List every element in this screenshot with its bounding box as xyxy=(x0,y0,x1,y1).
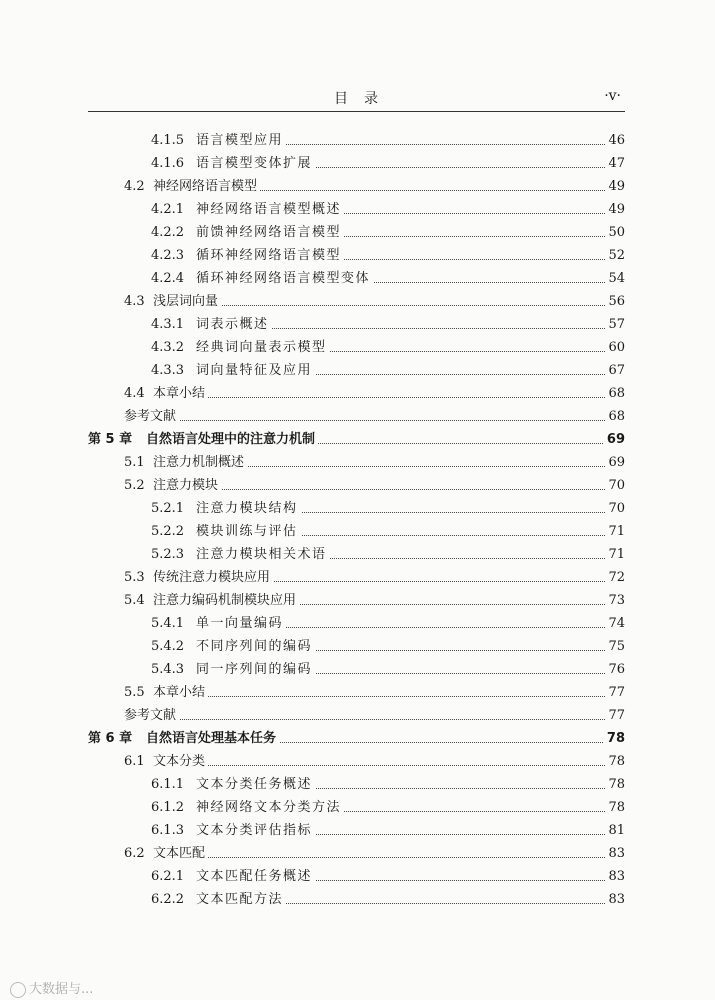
toc-entry-page: 47 xyxy=(605,152,625,175)
toc-entry-page: 49 xyxy=(605,198,625,221)
toc-entry-number: 5.3 xyxy=(124,570,145,585)
toc-entry-title: 注意力编码机制模块应用 xyxy=(153,589,299,612)
toc-entry-page: 78 xyxy=(605,796,625,819)
toc-entry-page: 69 xyxy=(605,451,625,474)
toc-entry-row[interactable] xyxy=(88,520,625,543)
toc-entry-row[interactable] xyxy=(88,543,625,566)
toc-entry-page: 60 xyxy=(605,336,625,359)
toc-entry-title: 浅层词向量 xyxy=(153,290,221,313)
toc-entry-page: 50 xyxy=(605,221,625,244)
toc-entry-title: 经典词向量表示模型 xyxy=(196,336,330,359)
toc-entry-title: 文本匹配方法 xyxy=(196,888,286,911)
toc-chapter-row[interactable] xyxy=(88,727,625,750)
toc-entry-page: 78 xyxy=(604,727,625,750)
toc-entry-row[interactable] xyxy=(88,773,625,796)
header-divider xyxy=(88,111,625,112)
toc-entry-title: 前馈神经网络语言模型 xyxy=(196,221,344,244)
toc-entry-title: 参考文献 xyxy=(124,704,179,727)
toc-entry-row[interactable] xyxy=(88,796,625,819)
toc-entry-row[interactable] xyxy=(88,474,625,497)
toc-entry-row[interactable] xyxy=(88,819,625,842)
toc-entry-number: 4.1.6 xyxy=(151,156,185,171)
toc-entry-page: 70 xyxy=(605,474,625,497)
toc-entry-page: 83 xyxy=(605,888,625,911)
toc-entry-number: 5.2.1 xyxy=(151,501,185,516)
toc-entry-number: 4.3.3 xyxy=(151,363,185,378)
toc-entry-page: 56 xyxy=(605,290,625,313)
toc-entry-page: 67 xyxy=(605,359,625,382)
toc-entry-page: 77 xyxy=(605,681,625,704)
toc-entry-page: 68 xyxy=(605,382,625,405)
toc-entry-page: 46 xyxy=(605,129,625,152)
toc-entry-title: 文本分类 xyxy=(153,750,208,773)
toc-entry-row[interactable] xyxy=(88,221,625,244)
toc-entry-row[interactable] xyxy=(88,175,625,198)
toc-entry-page: 52 xyxy=(605,244,625,267)
toc-entry-title: 文本匹配任务概述 xyxy=(196,865,315,888)
toc-entry-title: 循环神经网络语言模型变体 xyxy=(196,267,373,290)
toc-entry-number: 6.1.2 xyxy=(151,800,185,815)
toc-entry-row[interactable] xyxy=(88,566,625,589)
toc-entry-number: 4.4 xyxy=(124,386,145,401)
toc-entry-number: 4.2.4 xyxy=(151,271,185,286)
watermark-text: 大数据与... xyxy=(29,982,94,997)
toc-entry-row[interactable] xyxy=(88,152,625,175)
toc-entry-title: 注意力模块 xyxy=(153,474,221,497)
toc-entry-number: 4.2.2 xyxy=(151,225,185,240)
toc-entry-title: 注意力模块结构 xyxy=(196,497,301,520)
toc-entry-title: 词向量特征及应用 xyxy=(196,359,315,382)
toc-leader-dots xyxy=(153,750,607,773)
toc-entry-row[interactable] xyxy=(88,842,625,865)
toc-entry-page: 69 xyxy=(604,428,625,451)
toc-entry-title: 同一序列间的编码 xyxy=(196,658,315,681)
toc-entry-page: 81 xyxy=(605,819,625,842)
toc-entry-title: 语言模型变体扩展 xyxy=(196,152,315,175)
toc-leader-dots xyxy=(153,474,607,497)
toc-entry-title: 模块训练与评估 xyxy=(196,520,301,543)
toc-leader-dots xyxy=(124,704,607,727)
toc-entry-row[interactable] xyxy=(88,129,625,152)
toc-entry-number: 5.4.3 xyxy=(151,662,185,677)
toc-entry-number: 5.2.3 xyxy=(151,547,185,562)
toc-entry-page: 75 xyxy=(605,635,625,658)
toc-entry-page: 74 xyxy=(605,612,625,635)
toc-entry-title: 注意力机制概述 xyxy=(153,451,247,474)
toc-entry-number: 6.1.3 xyxy=(151,823,185,838)
toc-entry-page: 78 xyxy=(605,773,625,796)
toc-entry-title: 语言模型应用 xyxy=(196,129,286,152)
watermark xyxy=(10,978,93,998)
toc-entry-row[interactable] xyxy=(88,290,625,313)
toc-entry-page: 68 xyxy=(605,405,625,428)
toc-entry-number: 第 6 章 xyxy=(88,731,133,746)
toc-entry-row[interactable] xyxy=(88,198,625,221)
toc-entry-page: 73 xyxy=(605,589,625,612)
toc-entry-page: 57 xyxy=(605,313,625,336)
toc-entry-title: 自然语言处理中的注意力机制 xyxy=(146,428,318,451)
toc-entry-page: 54 xyxy=(605,267,625,290)
toc-entry-title: 文本匹配 xyxy=(153,842,208,865)
toc-leader-dots xyxy=(124,405,607,428)
toc-entry-row[interactable] xyxy=(88,336,625,359)
toc-entry-page: 71 xyxy=(605,543,625,566)
toc-entry-title: 本章小结 xyxy=(153,681,208,704)
toc-entry-row[interactable] xyxy=(88,451,625,474)
toc-entry-title: 神经网络文本分类方法 xyxy=(196,796,344,819)
toc-entry-title: 参考文献 xyxy=(124,405,179,428)
toc-entry-page: 83 xyxy=(605,865,625,888)
toc-entry-title: 传统注意力模块应用 xyxy=(153,566,273,589)
toc-entry-page: 76 xyxy=(605,658,625,681)
toc-entry-row[interactable] xyxy=(88,497,625,520)
toc-entry-page: 72 xyxy=(605,566,625,589)
toc-entry-title: 自然语言处理基本任务 xyxy=(146,727,279,750)
toc-entry-title: 本章小结 xyxy=(153,382,208,405)
toc-entry-title: 循环神经网络语言模型 xyxy=(196,244,344,267)
toc-entry-page: 77 xyxy=(605,704,625,727)
toc-entry-number: 6.1 xyxy=(124,754,145,769)
toc-leader-dots xyxy=(153,382,607,405)
toc-entry-row[interactable] xyxy=(88,888,625,911)
toc-leader-dots xyxy=(153,681,607,704)
toc-entry-number: 5.4.2 xyxy=(151,639,185,654)
toc-entry-title: 文本分类评估指标 xyxy=(196,819,315,842)
toc-entry-row[interactable] xyxy=(88,405,625,428)
toc-entry-title: 神经网络语言模型概述 xyxy=(196,198,344,221)
toc-entry-number: 4.3 xyxy=(124,294,145,309)
toc-entry-row[interactable] xyxy=(88,267,625,290)
toc-entry-row[interactable] xyxy=(88,635,625,658)
toc-chapter-row[interactable] xyxy=(88,428,625,451)
toc-entry-number: 5.4 xyxy=(124,593,145,608)
toc-entry-number: 6.1.1 xyxy=(151,777,185,792)
watermark-logo-icon xyxy=(10,982,26,998)
toc-entry-title: 注意力模块相关术语 xyxy=(196,543,330,566)
toc-entry-page: 49 xyxy=(605,175,625,198)
toc-entry-number: 第 5 章 xyxy=(88,432,133,447)
toc-entry-row[interactable] xyxy=(88,382,625,405)
toc-entry-row[interactable] xyxy=(88,359,625,382)
toc-entry-row[interactable] xyxy=(88,750,625,773)
toc-entry-page: 71 xyxy=(605,520,625,543)
table-of-contents xyxy=(88,129,625,911)
toc-leader-dots xyxy=(153,290,607,313)
toc-entry-title: 神经网络语言模型 xyxy=(153,175,260,198)
toc-entry-number: 4.2.1 xyxy=(151,202,185,217)
toc-entry-number: 5.4.1 xyxy=(151,616,185,631)
toc-entry-number: 4.3.2 xyxy=(151,340,185,355)
toc-entry-number: 4.2 xyxy=(124,179,145,194)
toc-entry-row[interactable] xyxy=(88,589,625,612)
toc-entry-row[interactable] xyxy=(88,865,625,888)
toc-leader-dots xyxy=(153,842,607,865)
toc-entry-number: 4.3.1 xyxy=(151,317,185,332)
toc-entry-row[interactable] xyxy=(88,612,625,635)
page-header xyxy=(88,88,625,110)
toc-entry-row[interactable] xyxy=(88,658,625,681)
page-number: ·v· xyxy=(604,88,621,104)
toc-entry-row[interactable] xyxy=(88,313,625,336)
toc-entry-number: 4.1.5 xyxy=(151,133,185,148)
toc-entry-number: 5.2.2 xyxy=(151,524,185,539)
toc-entry-number: 6.2.2 xyxy=(151,892,185,907)
toc-entry-row[interactable] xyxy=(88,704,625,727)
toc-entry-number: 5.2 xyxy=(124,478,145,493)
toc-entry-page: 70 xyxy=(605,497,625,520)
toc-entry-title: 词表示概述 xyxy=(196,313,272,336)
toc-entry-number: 5.5 xyxy=(124,685,145,700)
toc-entry-title: 不同序列间的编码 xyxy=(196,635,315,658)
toc-entry-title: 文本分类任务概述 xyxy=(196,773,315,796)
toc-entry-number: 5.1 xyxy=(124,455,145,470)
toc-entry-title: 单一向量编码 xyxy=(196,612,286,635)
toc-entry-page: 78 xyxy=(605,750,625,773)
toc-entry-number: 6.2.1 xyxy=(151,869,185,884)
page-title: 目 录 xyxy=(334,91,379,107)
toc-entry-number: 6.2 xyxy=(124,846,145,861)
toc-entry-row[interactable] xyxy=(88,681,625,704)
toc-entry-row[interactable] xyxy=(88,244,625,267)
toc-entry-number: 4.2.3 xyxy=(151,248,185,263)
toc-entry-page: 83 xyxy=(605,842,625,865)
